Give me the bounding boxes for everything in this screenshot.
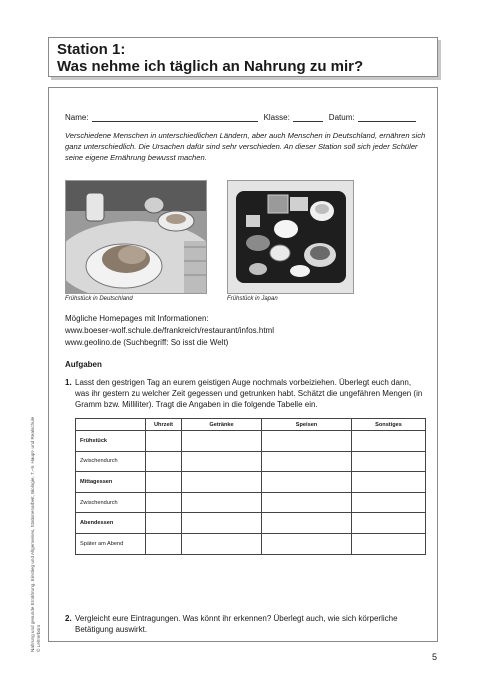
caption-germany: Frühstück in Deutschland [65, 296, 133, 302]
table-header-meals: Speisen [262, 419, 352, 431]
page-number: 5 [432, 652, 438, 662]
homepage-links [65, 313, 274, 349]
task-1 [65, 377, 427, 410]
tasks-heading: Aufgaben [65, 360, 102, 369]
sidebar-line-2: © Lehrerbüro [36, 624, 41, 652]
link-geolino[interactable]: www.geolino.de (Suchbegriff: So isst die Welt) [65, 338, 229, 347]
table-header-drinks: Getränke [182, 419, 262, 431]
row-label: Abendessen [76, 513, 146, 534]
entry-cell-time[interactable] [146, 472, 182, 493]
entry-cell-other[interactable] [352, 472, 426, 493]
entry-cell-time[interactable] [146, 513, 182, 534]
name-label: Name: [65, 113, 89, 122]
entry-cell-meals[interactable] [262, 492, 352, 513]
entry-cell-meals[interactable] [262, 472, 352, 493]
photo-breakfast-japan [227, 180, 354, 294]
breakfast-japan-image [228, 181, 353, 293]
table-row [76, 513, 426, 534]
entry-cell-time[interactable] [146, 431, 182, 452]
table-header-empty [76, 419, 146, 431]
entry-cell-time[interactable] [146, 492, 182, 513]
entry-cell-meals[interactable] [262, 451, 352, 472]
student-fields [65, 112, 425, 122]
row-label: Später am Abend [76, 533, 146, 554]
table-header-time: Uhrzeit [146, 419, 182, 431]
entry-cell-drinks[interactable] [182, 431, 262, 452]
row-label: Zwischendurch [76, 451, 146, 472]
station-label: Station 1: [57, 41, 126, 58]
table-header-other: Sonstiges [352, 419, 426, 431]
task-1-number: 1. [65, 378, 72, 387]
links-heading: Mögliche Homepages mit Informationen: [65, 314, 209, 323]
table-row [76, 533, 426, 554]
table-row [76, 492, 426, 513]
task-2 [65, 613, 427, 635]
worksheet-content [48, 87, 438, 642]
date-label: Datum: [328, 113, 355, 122]
row-label: Mittagessen [76, 472, 146, 493]
class-label: Klasse: [263, 113, 290, 122]
link-boeser-wolf[interactable]: www.boeser-wolf.schule.de/frankreich/restaurant/infos.html [65, 326, 274, 335]
entry-cell-meals[interactable] [262, 513, 352, 534]
table-row [76, 472, 426, 493]
photo-breakfast-germany [65, 180, 207, 294]
intro-text: Verschiedene Menschen in unterschiedlichen Ländern, aber auch Menschen in Deutschland, ernähren sich ganz unterschiedlich. Die Ursachen dafür sind sehr verschieden. An dieser Station soll sich jeder Schüler seine eigene Ernährung bewusst machen. [65, 131, 426, 162]
date-field[interactable] [358, 112, 416, 122]
entry-cell-meals[interactable] [262, 431, 352, 452]
entry-cell-meals[interactable] [262, 533, 352, 554]
row-label: Frühstück [76, 431, 146, 452]
entry-cell-time[interactable] [146, 533, 182, 554]
table-row [76, 451, 426, 472]
food-diary-table [75, 418, 426, 555]
class-field[interactable] [293, 112, 323, 122]
task-2-text: Vergleicht eure Eintragungen. Was könnt ihr erkennen? Überlegt auch, wie sich körperliche Betätigung auswirkt. [75, 614, 398, 634]
table-row [76, 431, 426, 452]
entry-cell-drinks[interactable] [182, 513, 262, 534]
breakfast-germany-image [66, 181, 206, 293]
caption-japan: Frühstück in Japan [227, 296, 278, 302]
page-title: Was nehme ich täglich an Nahrung zu mir? [57, 58, 364, 75]
entry-cell-drinks[interactable] [182, 472, 262, 493]
row-label: Zwischendurch [76, 492, 146, 513]
task-2-number: 2. [65, 614, 72, 623]
title-box [48, 37, 438, 77]
name-field[interactable] [92, 112, 258, 122]
sidebar-copyright [30, 332, 42, 652]
entry-cell-drinks[interactable] [182, 492, 262, 513]
sidebar-line-1: Nahrung und gesunde Ernährung. Einstieg und Allgemeines, Stationenarbeit, Biologie, 7.–9. Haupt- und Realschule [30, 416, 35, 652]
entry-cell-other[interactable] [352, 431, 426, 452]
task-1-text: Lasst den gestrigen Tag an eurem geistigen Auge nochmals vorbeiziehen. Überlegt euch dann, was ihr gestern zu welcher Zeit gegessen und getrunken habt. Schätzt die ungefähren Mengen (in Gramm bzw. Milliliter). Tragt die Angaben in die folgende Tabelle ein. [75, 378, 423, 409]
entry-cell-drinks[interactable] [182, 533, 262, 554]
entry-cell-other[interactable] [352, 492, 426, 513]
entry-cell-other[interactable] [352, 451, 426, 472]
entry-cell-other[interactable] [352, 533, 426, 554]
entry-cell-drinks[interactable] [182, 451, 262, 472]
entry-cell-time[interactable] [146, 451, 182, 472]
table-header-row [76, 419, 426, 431]
entry-cell-other[interactable] [352, 513, 426, 534]
